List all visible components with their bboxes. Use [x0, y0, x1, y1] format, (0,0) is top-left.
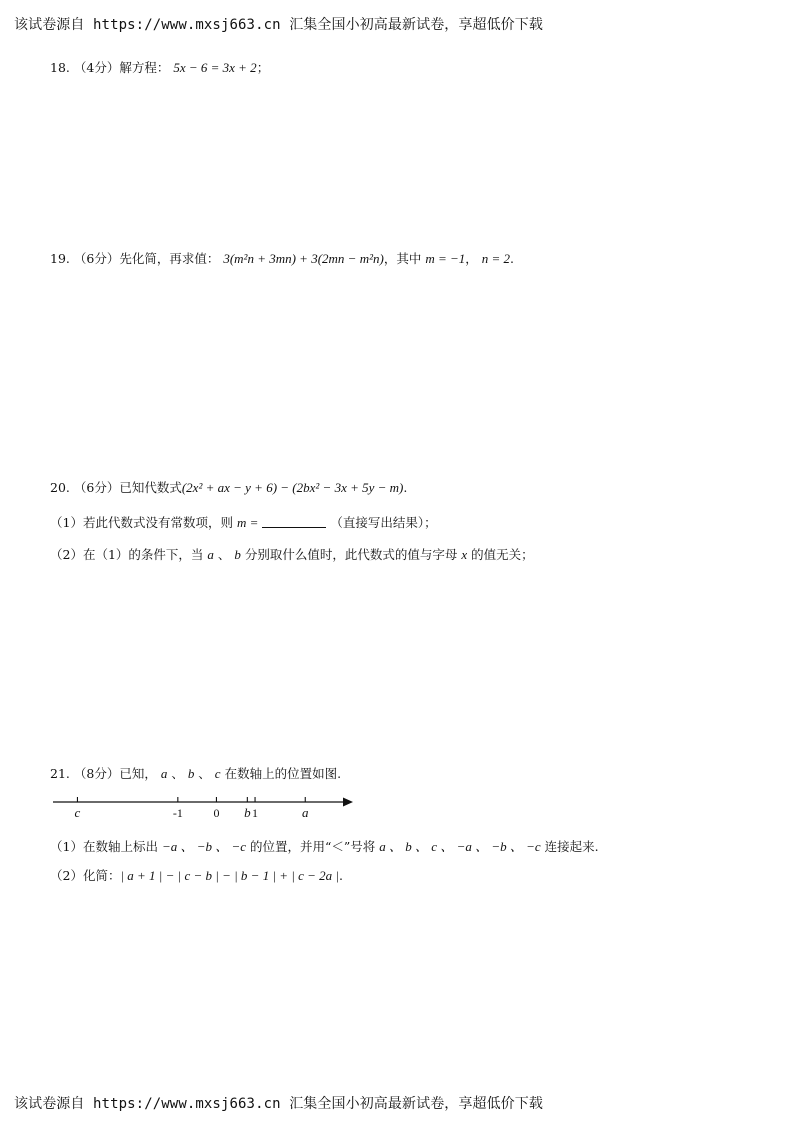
punctuation: ， — [465, 251, 478, 266]
values-list: a 、 b 、 c 、 −a 、 −b 、 −c — [379, 839, 541, 854]
number-line-label: a — [302, 805, 309, 820]
question-prompt: 解方程： — [119, 60, 170, 75]
answer-blank — [262, 515, 326, 528]
part-text: 分别取什么值时，此代数式的值与字母 — [244, 547, 458, 562]
question-19 — [50, 249, 514, 267]
question-21 — [50, 764, 341, 782]
page-footer-ad: 该试卷源自 https://www.mxsj663.cn 汇集全国小初高最新试卷，享超低价下载 — [14, 1096, 543, 1112]
part-text: 的值无关； — [471, 547, 534, 562]
question-prompt: 在数轴上的位置如图. — [224, 766, 342, 781]
question-number: 18. — [50, 60, 70, 75]
number-line-label: 0 — [213, 806, 220, 820]
question-number: 21. — [50, 766, 70, 781]
variable-x: x — [461, 547, 468, 562]
question-20 — [50, 478, 407, 496]
question-points: （8分） — [73, 766, 120, 781]
values-list: −a 、 −b 、 −c — [161, 839, 247, 854]
variable-b: b — [234, 547, 241, 562]
expression: 3(m²n + 3mn) + 3(2mn − m²n) — [223, 251, 384, 266]
part-text: （直接写出结果）； — [330, 515, 437, 530]
question-18 — [50, 58, 269, 76]
equation: 5x − 6 = 3x + 2 — [173, 60, 257, 75]
condition-text: ，其中 — [383, 251, 422, 266]
punctuation: . — [339, 868, 343, 883]
number-line-figure — [48, 790, 358, 826]
part-text: （1）在数轴上标出 — [50, 839, 158, 854]
separator: 、 — [171, 766, 184, 781]
expression: | a + 1 | − | c − b | − | b − 1 | + | c − 2a | — [120, 868, 339, 883]
question-number: 19. — [50, 251, 70, 266]
expression: (2x² + ax − y + 6) − (2bx² − 3x + 5y − m) — [181, 480, 404, 495]
question-prompt: 已知代数式 — [119, 480, 182, 495]
punctuation: . — [510, 251, 515, 266]
variable-m: m = — [236, 515, 259, 530]
question-21-part-1 — [50, 836, 599, 855]
part-text: （2）在（1）的条件下，当 — [50, 547, 204, 562]
question-20-part-1 — [50, 513, 437, 531]
part-text: 连接起来. — [544, 839, 599, 854]
question-prompt: 先化简，再求值： — [119, 251, 220, 266]
number-line-label: b — [244, 805, 251, 820]
question-points: （6分） — [73, 251, 120, 266]
number-line-label: 1 — [252, 806, 259, 820]
variable-c: c — [214, 766, 221, 781]
number-line-label: c — [74, 805, 81, 820]
question-21-part-2 — [50, 866, 343, 884]
part-text: （2）化简： — [50, 868, 121, 883]
variable-a: a — [160, 766, 168, 781]
question-number: 20. — [50, 480, 70, 495]
page-header-ad: 该试卷源自 https://www.mxsj663.cn 汇集全国小初高最新试卷，享超低价下载 — [14, 17, 543, 33]
question-points: （6分） — [73, 480, 120, 495]
separator: 、 — [217, 547, 231, 562]
number-line-ticks — [75, 797, 309, 820]
punctuation: ； — [256, 60, 270, 75]
part-text: （1）若此代数式没有常数项，则 — [50, 515, 233, 530]
variable-b: b — [187, 766, 195, 781]
part-text: 的位置，并用“＜”号将 — [250, 839, 376, 854]
variable-a: a — [207, 547, 214, 562]
arrow-head-icon — [343, 798, 353, 807]
question-prompt: 已知， — [119, 766, 157, 781]
condition-m: m = −1 — [425, 251, 466, 266]
question-20-part-2 — [50, 545, 534, 563]
question-points: （4分） — [73, 60, 120, 75]
condition-n: n = 2 — [481, 251, 511, 266]
punctuation: . — [403, 480, 408, 495]
separator: 、 — [198, 766, 211, 781]
number-line-label: -1 — [172, 806, 183, 820]
